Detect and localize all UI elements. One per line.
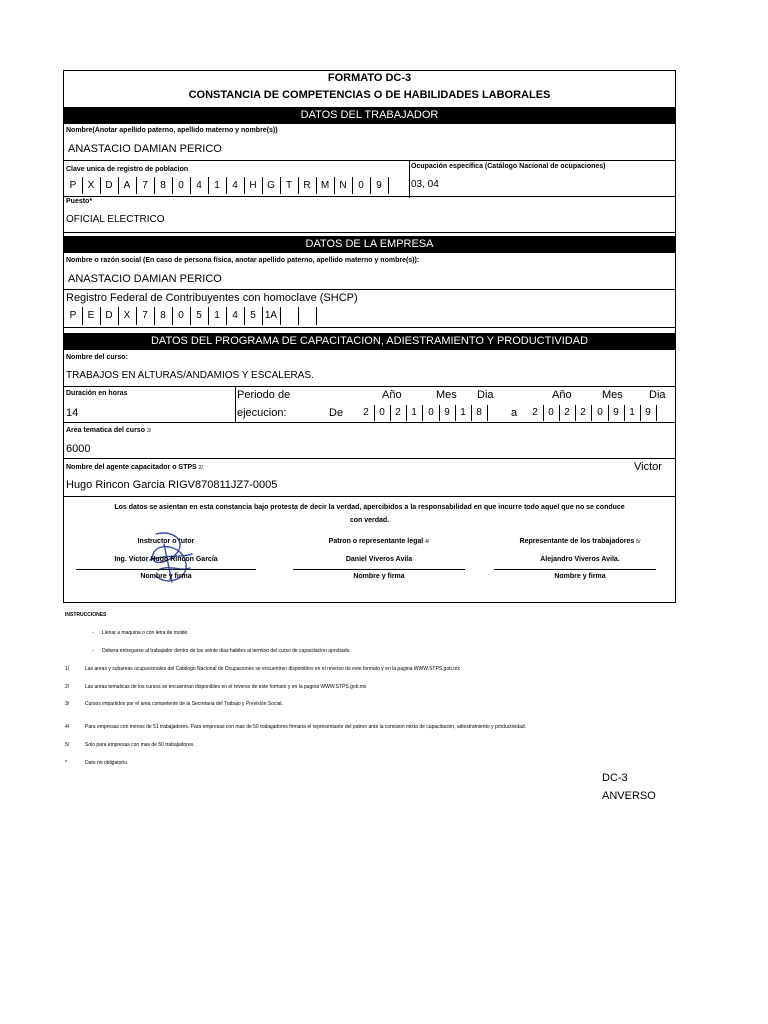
curp-cell-7: 4: [190, 177, 209, 194]
instruccion-text-4: Cursos impartidos por el area competente de la Secretaria del Trabajo y Previsión Social.: [85, 701, 283, 707]
end-date-digit-4: 0: [592, 405, 609, 421]
instruccion-text-6: Solo para empresas con mas de 50 trabajadores.: [85, 742, 195, 748]
curp-cell-13: R: [298, 177, 317, 194]
duracion-value: 14: [66, 407, 79, 419]
start-date-digit-3: 1: [406, 405, 423, 421]
instruccion-text-2: Las areas y subareas ocupacionales del Catalogo Nacional de Ocupaciones se encuentran disponibles en el reverso de este formato y en la pagina WWW.STPS.gob.mx: [85, 666, 460, 672]
rep-nombre-firma: Nombre y firma: [554, 573, 606, 580]
periodo-label-2: ejecucion:: [237, 407, 287, 419]
rfc-cell-4: 7: [136, 307, 155, 325]
end-date-digit-7: 9: [640, 405, 657, 421]
trabajador-nombre-label: Nombre(Anotar apellido paterno, apellido materno y nombre(s)): [66, 127, 278, 134]
curp-label: Clave unica de registro de poblacion: [66, 166, 189, 173]
curp-cell-1: X: [82, 177, 101, 194]
instruccion-mark-7: *: [65, 760, 67, 766]
curp-cell-10: H: [244, 177, 263, 194]
rep-title: Representante de los trabajadores 5/: [519, 538, 641, 545]
end-mes-label: Mes: [602, 389, 623, 401]
empresa-nombre-label: Nombre o razón social (En caso de persona física, anotar apellido paterno, apellido materno y nombre(s)):: [66, 257, 420, 264]
rfc-label: Registro Federal de Contribuyentes con homoclave (SHCP): [66, 292, 358, 304]
agente-value: Hugo Rincon Garcia RIGV870811JZ7-0005: [66, 479, 278, 491]
curp-cell-5: 8: [154, 177, 173, 194]
periodo-label-1: Periodo de: [237, 389, 291, 401]
declaracion-line-1: Los datos se asientan en esta constancia bajo protesta de decir la verdad, apercibidos a la responsabilidad en que incurre todo aquel que no se conduce: [114, 504, 625, 511]
curp-cell-3: A: [118, 177, 137, 194]
curp-cell-17: 9: [370, 177, 389, 194]
rep-name: Alejandro Viveros Avila.: [540, 556, 620, 563]
start-date-digit-4: 0: [423, 405, 440, 421]
curp-cell-9: 4: [226, 177, 245, 194]
curp-cell-15: N: [334, 177, 353, 194]
footer-side: ANVERSO: [602, 790, 656, 802]
form-subtitle: CONSTANCIA DE COMPETENCIAS O DE HABILIDADES LABORALES: [188, 89, 551, 101]
ocupacion-label: Ocupación específica (Catálogo Nacional de ocupaciones): [411, 163, 606, 170]
instruccion-mark-5: 4/: [65, 724, 70, 730]
rfc-cell-0: P: [64, 307, 83, 325]
empresa-nombre-value: ANASTACIO DAMIAN PERICO: [68, 273, 222, 285]
rfc-cell-10: 5: [244, 307, 263, 325]
curp-cell-11: G: [262, 177, 281, 194]
rfc-cell-1: E: [82, 307, 101, 325]
curp-cell-16: 0: [352, 177, 371, 194]
end-anio-label: Año: [552, 389, 572, 401]
curp-cell-0: P: [64, 177, 83, 194]
instruccion-mark-6: 5/: [65, 742, 70, 748]
start-date-digit-7: 8: [471, 405, 488, 421]
curp-cell-2: D: [100, 177, 119, 194]
patron-name: Daniel Viveros Avila: [345, 556, 413, 563]
instruccion-text-5: Para empresas con menos de 51 trabajadores. Para empresas con mas de 50 trabajadores firmaria el representante del patron ante la comision mixta de capacitación, adiestramiento y productividad.: [85, 724, 527, 730]
section-header-programa: DATOS DEL PROGRAMA DE CAPACITACION, ADIESTRAMIENTO Y PRODUCTIVIDAD: [64, 333, 675, 350]
start-mes-label: Mes: [436, 389, 457, 401]
start-dia-label: Dia: [477, 389, 494, 401]
instructor-title: Instructor o tutor: [137, 538, 195, 545]
curso-label: Nombre del curso:: [66, 354, 128, 361]
instruccion-mark-2: 1/: [65, 666, 70, 672]
rfc-cell-13: [298, 307, 317, 325]
instructor-nombre-firma: Nombre y firma: [140, 573, 192, 580]
start-anio-label: Año: [382, 389, 402, 401]
de-label: De: [329, 407, 344, 419]
curp-cell-14: M: [316, 177, 335, 194]
end-date-digit-1: 0: [543, 405, 560, 421]
end-dia-label: Dia: [649, 389, 666, 401]
puesto-value: OFICIAL ELECTRICO: [66, 214, 165, 225]
section-header-trabajador: DATOS DEL TRABAJADOR: [64, 107, 675, 124]
curp-cell-4: 7: [136, 177, 155, 194]
curp-cell-6: 0: [172, 177, 191, 194]
section-header-empresa: DATOS DE LA EMPRESA: [64, 236, 675, 253]
instruccion-mark-1: -: [92, 648, 94, 654]
instruccion-mark-4: 3/: [65, 701, 70, 707]
instruccion-text-7: Dato no obligatorio.: [85, 760, 129, 766]
patron-title: Patron o representante legal 4/: [328, 538, 430, 545]
curp-cell-12: T: [280, 177, 299, 194]
agente-extra: Victor: [634, 461, 662, 473]
instruccion-text-3: Las areas tematicas de los cursos se encuentran disponibles en el reverso de este formato y en la pagina WWW.STPS.gob.mx: [85, 684, 367, 690]
start-date-digit-0: 2: [358, 405, 375, 421]
footer-code: DC-3: [602, 772, 628, 784]
end-date-digit-0: 2: [527, 405, 544, 421]
rfc-cell-8: 1: [208, 307, 227, 325]
puesto-label: Puesto*: [66, 198, 93, 205]
area-value: 6000: [66, 443, 91, 455]
ocupacion-value: 03, 04: [411, 179, 439, 190]
end-date-digit-2: 2: [559, 405, 576, 421]
end-date-digit-5: 9: [608, 405, 625, 421]
instruccion-text-0: Llenar a maquina o con letra de molde.: [102, 630, 189, 636]
rfc-cell-5: 8: [154, 307, 173, 325]
rfc-cell-6: 0: [172, 307, 191, 325]
area-label: Area tematica del curso 3/: [66, 427, 152, 434]
instruccion-mark-3: 2/: [65, 684, 70, 690]
trabajador-nombre-value: ANASTACIO DAMIAN PERICO: [68, 143, 222, 155]
curso-value: TRABAJOS EN ALTURAS/ANDAMIOS Y ESCALERAS.: [66, 370, 314, 381]
rfc-cell-3: X: [118, 307, 137, 325]
start-date-digit-1: 0: [374, 405, 391, 421]
instrucciones-title: INSTRUCCIONES: [65, 612, 107, 618]
start-date-digit-5: 9: [439, 405, 456, 421]
dc3-form: [63, 70, 676, 603]
rfc-cell-2: D: [100, 307, 119, 325]
declaracion-line-2: con verdad.: [349, 517, 390, 524]
form-title: FORMATO DC-3: [327, 72, 412, 84]
rfc-cell-9: 4: [226, 307, 245, 325]
curp-cell-8: 1: [208, 177, 227, 194]
start-date-digit-2: 2: [390, 405, 407, 421]
instructor-name: Ing. Victor Hugo Rincon García: [114, 556, 218, 563]
rfc-cell-11: 1A: [262, 307, 281, 325]
rfc-cell-12: [280, 307, 299, 325]
instruccion-text-1: Debera entregarse al trabajador dentro de los veinte dias habiles al termino del curso de capacitacion aprobado.: [102, 648, 351, 654]
end-date-digit-3: 2: [575, 405, 592, 421]
instruccion-mark-0: -: [92, 630, 94, 636]
a-label: a: [511, 407, 518, 419]
duracion-label: Duración en horas: [66, 390, 128, 397]
end-date-digit-6: 1: [624, 405, 641, 421]
rfc-cell-7: 5: [190, 307, 209, 325]
agente-label: Nombre del agente capacitador o STPS 2/: [66, 464, 203, 471]
start-date-digit-6: 1: [455, 405, 472, 421]
patron-nombre-firma: Nombre y firma: [353, 573, 405, 580]
